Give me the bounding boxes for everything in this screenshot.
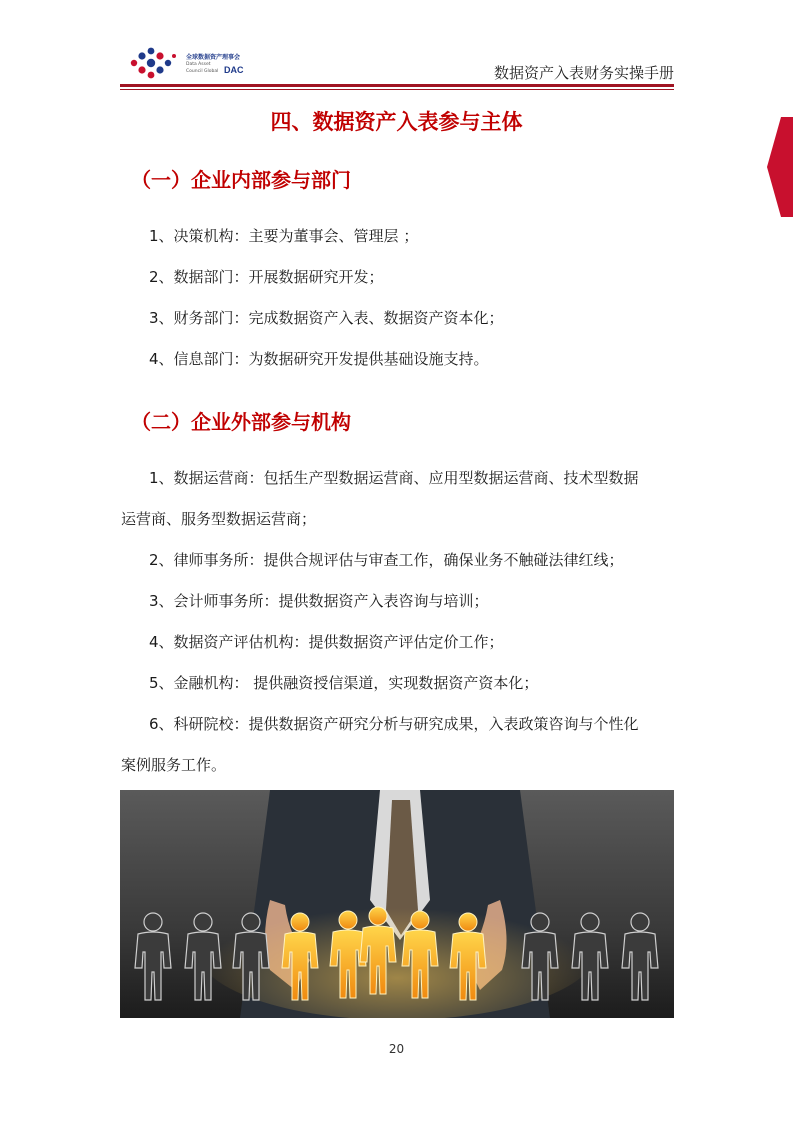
list-item: 1、决策机构：主要为董事会、管理层 ； <box>149 227 419 245</box>
list-item-continuation: 运营商、服务型数据运营商； <box>121 510 317 528</box>
header-rule-thick <box>120 84 674 87</box>
org-name-en-line1: Data Asset <box>186 62 211 67</box>
list-item: 5、金融机构： 提供融资授信渠道，实现数据资产资本化； <box>149 674 539 692</box>
list-item: 2、数据部门：开展数据研究开发； <box>149 268 384 286</box>
org-abbr: DAC <box>224 65 244 75</box>
page-header <box>120 44 674 92</box>
list-item: 1、数据运营商：包括生产型数据运营商、应用型数据运营商、技术型数据 <box>149 469 639 487</box>
internal-list <box>121 216 675 380</box>
list-item-continuation: 案例服务工作。 <box>121 756 227 774</box>
list-item: 3、财务部门：完成数据资产入表、数据资产资本化； <box>149 309 504 327</box>
list-item: 4、信息部门：为数据研究开发提供基础设施支持。 <box>149 350 489 368</box>
subheading-internal: （一）企业内部参与部门 <box>131 168 351 192</box>
list-item: 6、科研院校：提供数据资产研究分析与研究成果，入表政策咨询与个性化 <box>149 715 639 733</box>
list-item: 2、律师事务所：提供合规评估与审查工作，确保业务不触碰法律红线； <box>149 551 624 569</box>
org-name-cn: 全球数据资产理事会 <box>186 54 241 61</box>
list-item: 3、会计师事务所：提供数据资产入表咨询与培训； <box>149 592 489 610</box>
section-title: 四、数据资产入表参与主体 <box>270 110 523 134</box>
external-list <box>121 458 675 786</box>
subheading-external: （二）企业外部参与机构 <box>131 410 351 434</box>
header-rule-thin <box>120 89 674 90</box>
business-people-photo <box>120 790 674 1018</box>
org-name-en-line2: Council Global <box>186 69 219 74</box>
logo-dots-icon <box>128 46 184 80</box>
dac-logo <box>128 46 248 80</box>
page-number: 20 <box>388 1042 405 1056</box>
document-title: 数据资产入表财务实操手册 <box>493 64 674 82</box>
list-item: 4、数据资产评估机构：提供数据资产评估定价工作； <box>149 633 504 651</box>
